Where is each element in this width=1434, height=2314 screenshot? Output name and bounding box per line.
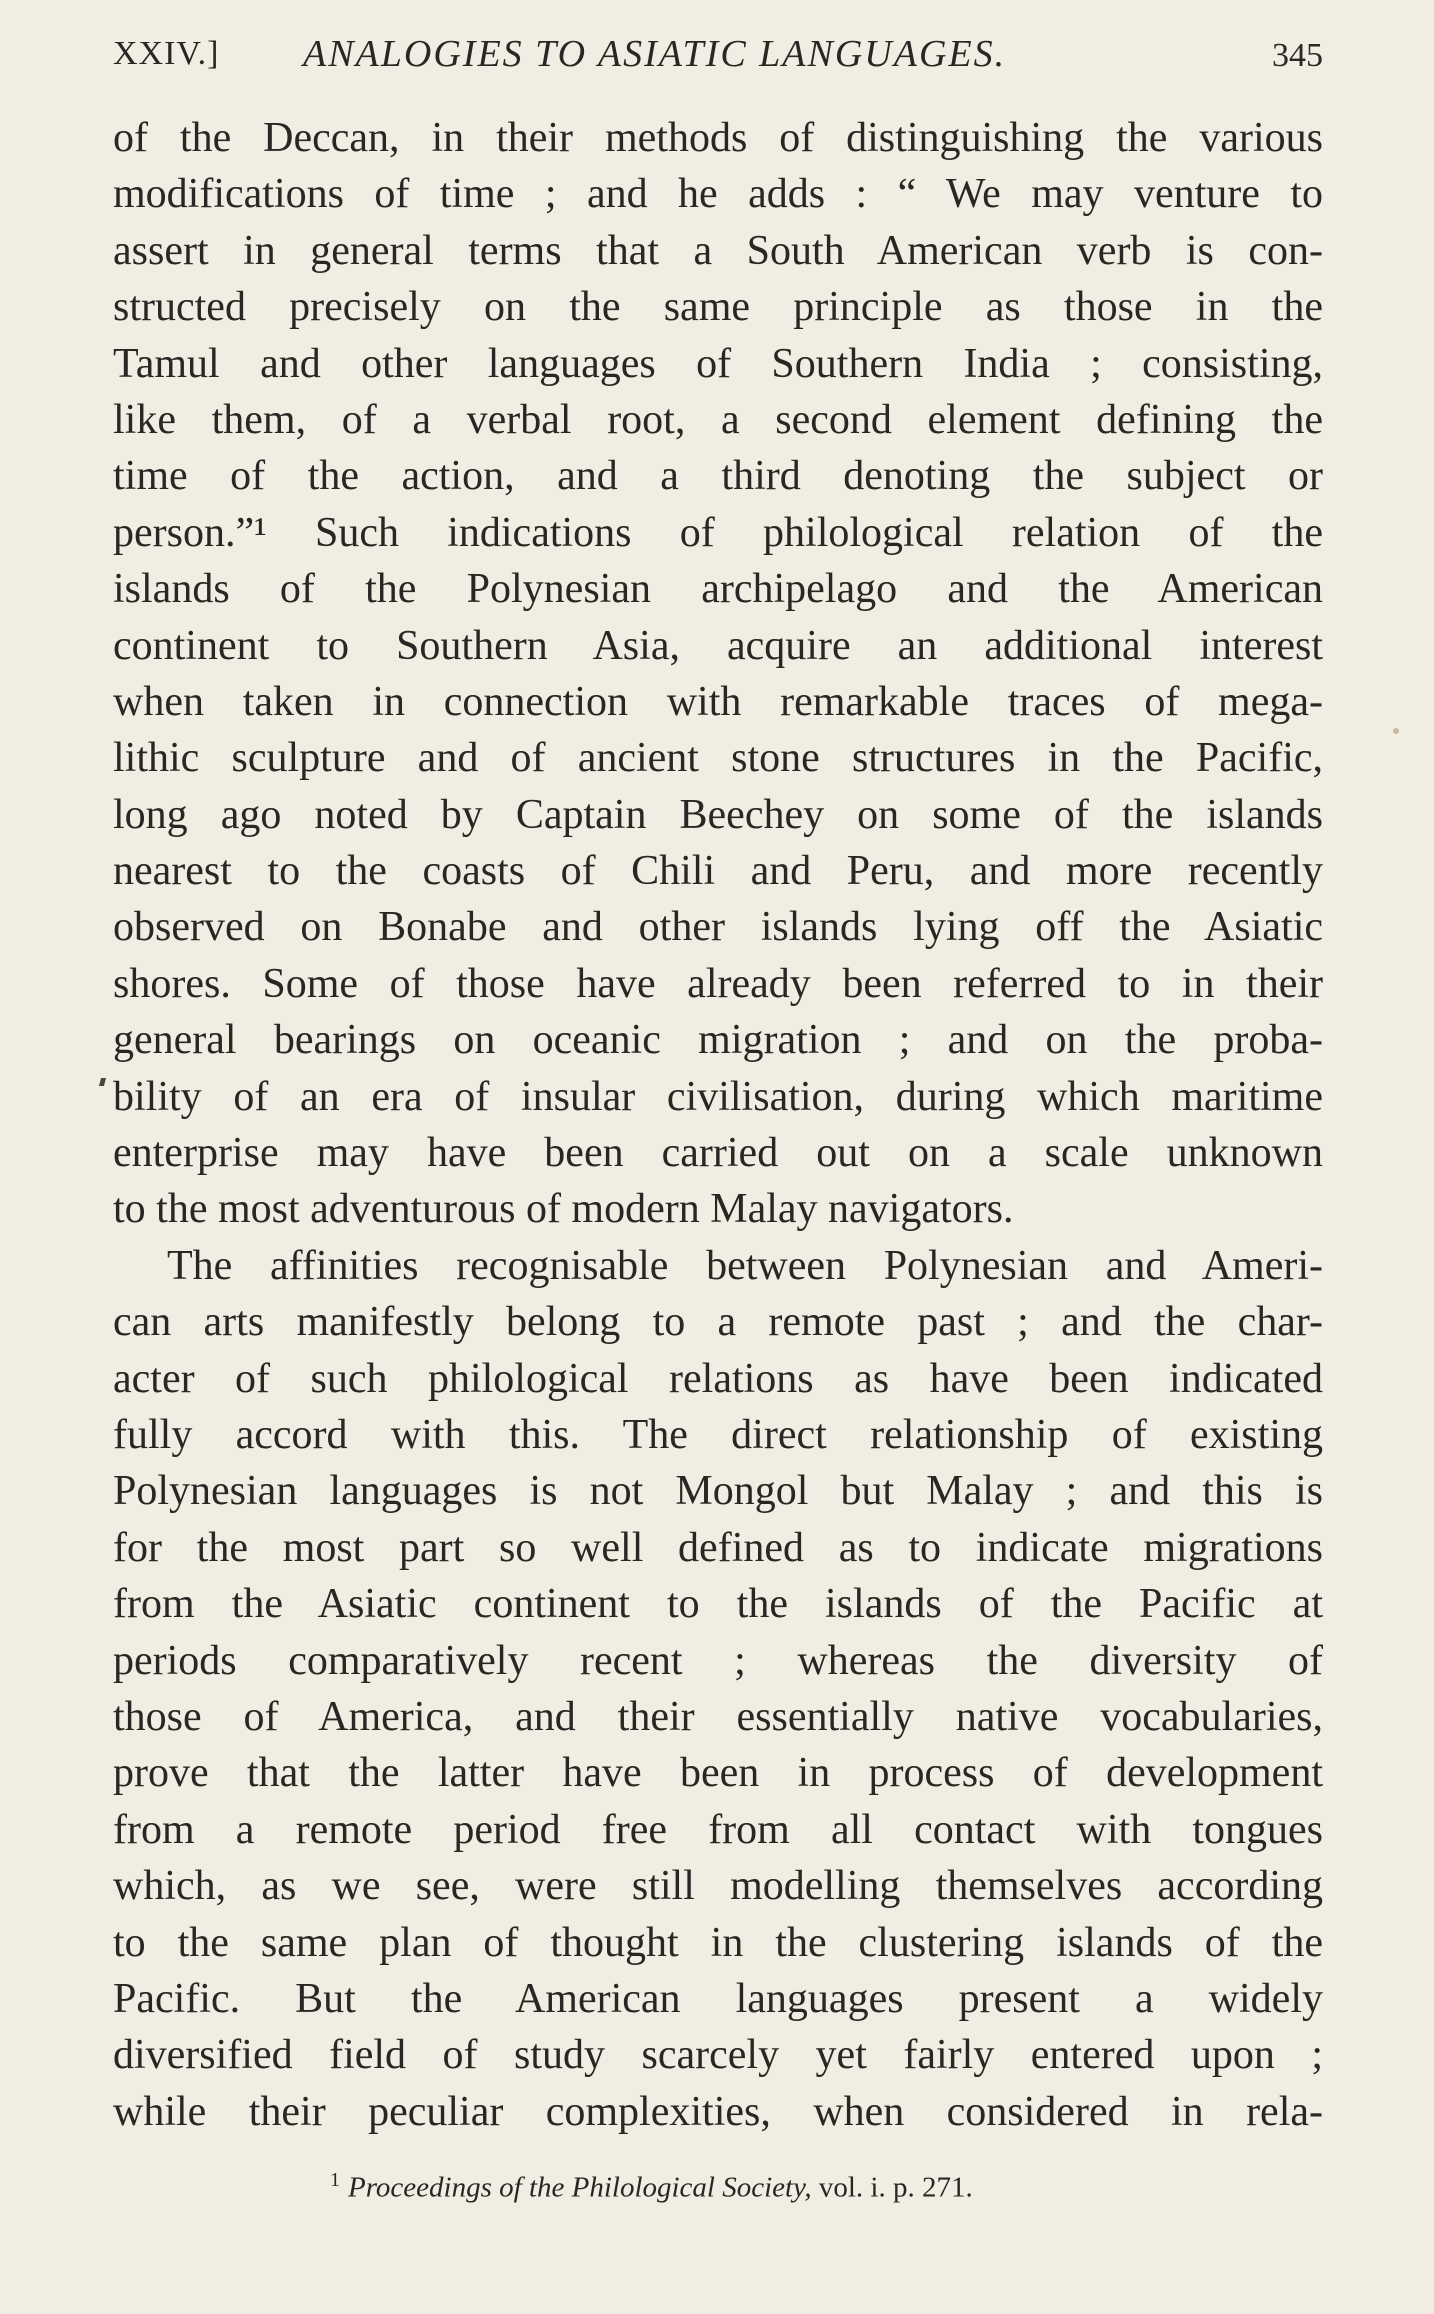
text-line: from the Asiatic continent to the islands of the Pacific at: [113, 1581, 1323, 1628]
text-line: which, as we see, were still modelling themselves according: [113, 1863, 1323, 1910]
footnote: [330, 2160, 973, 2208]
text-line: Polynesian languages is not Mongol but Malay ; and this is: [113, 1468, 1323, 1515]
text-line: Tamul and other languages of Southern India ; consisting,: [113, 340, 1323, 387]
text-line: enterprise may have been carried out on a scale unknown: [113, 1130, 1323, 1177]
running-title: ANALOGIES TO ASIATIC LANGUAGES.: [303, 33, 1007, 75]
text-line: long ago noted by Captain Beechey on some of the islands: [113, 791, 1323, 838]
margin-mark: [99, 1078, 106, 1086]
body-text: [113, 110, 1323, 2140]
footnote-mark: 1: [330, 2169, 340, 2191]
margin-dot: [1393, 728, 1399, 734]
text-line: diversified field of study scarcely yet fairly entered upon ;: [113, 2032, 1323, 2079]
text-line: fully accord with this. The direct relationship of existing: [113, 1411, 1323, 1458]
text-line: of the Deccan, in their methods of distinguishing the various: [113, 115, 1323, 161]
text-line: continent to Southern Asia, acquire an additional interest: [113, 622, 1323, 669]
text-line: general bearings on oceanic migration ; and on the proba-: [113, 1017, 1323, 1064]
text-line: shores. Some of those have already been referred to in their: [113, 960, 1323, 1007]
page-number: 345: [1272, 37, 1323, 74]
text-line: can arts manifestly belong to a remote past ; and the char-: [113, 1299, 1323, 1346]
text-line: like them, of a verbal root, a second element defining the: [113, 396, 1323, 443]
running-header: [113, 24, 1323, 84]
text-line: person.”¹ Such indications of philological relation of the: [113, 509, 1323, 556]
text-line: The affinities recognisable between Polynesian and Ameri-: [167, 1242, 1323, 1289]
chapter-number: XXIV.]: [113, 35, 220, 72]
text-line: time of the action, and a third denoting the subject or: [113, 453, 1323, 500]
text-line: those of America, and their essentially native vocabularies,: [113, 1693, 1323, 1740]
text-line: assert in general terms that a South American verb is con-: [113, 227, 1323, 274]
text-line: nearest to the coasts of Chili and Peru, and more recently: [113, 848, 1323, 895]
text-line: from a remote period free from all contact with tongues: [113, 1806, 1323, 1853]
text-line: structed precisely on the same principle as those in the: [113, 284, 1323, 331]
text-line: when taken in connection with remarkable traces of mega-: [113, 678, 1323, 725]
text-line: Pacific. But the American languages present a widely: [113, 1975, 1323, 2022]
text-line: to the same plan of thought in the clustering islands of the: [113, 1919, 1323, 1966]
text-line: observed on Bonabe and other islands lying off the Asiatic: [113, 904, 1323, 951]
text-line: lithic sculpture and of ancient stone structures in the Pacific,: [113, 735, 1323, 782]
text-line: bility of an era of insular civilisation, during which maritime: [113, 1073, 1323, 1120]
footnote-title: Proceedings of the Philological Society,: [348, 2171, 812, 2204]
text-line: modifications of time ; and he adds : “ We may venture to: [113, 171, 1323, 218]
footnote-reference: vol. i. p. 271.: [811, 2171, 973, 2204]
text-line: prove that the latter have been in process of development: [113, 1750, 1323, 1797]
text-line: periods comparatively recent ; whereas the diversity of: [113, 1637, 1323, 1684]
text-line: acter of such philological relations as have been indicated: [113, 1355, 1323, 1402]
text-line: to the most adventurous of modern Malay navigators.: [113, 1186, 1014, 1233]
text-line: while their peculiar complexities, when considered in rela-: [113, 2088, 1323, 2135]
text-line: islands of the Polynesian archipelago and the American: [113, 566, 1323, 613]
text-line: for the most part so well defined as to indicate migrations: [113, 1524, 1323, 1571]
